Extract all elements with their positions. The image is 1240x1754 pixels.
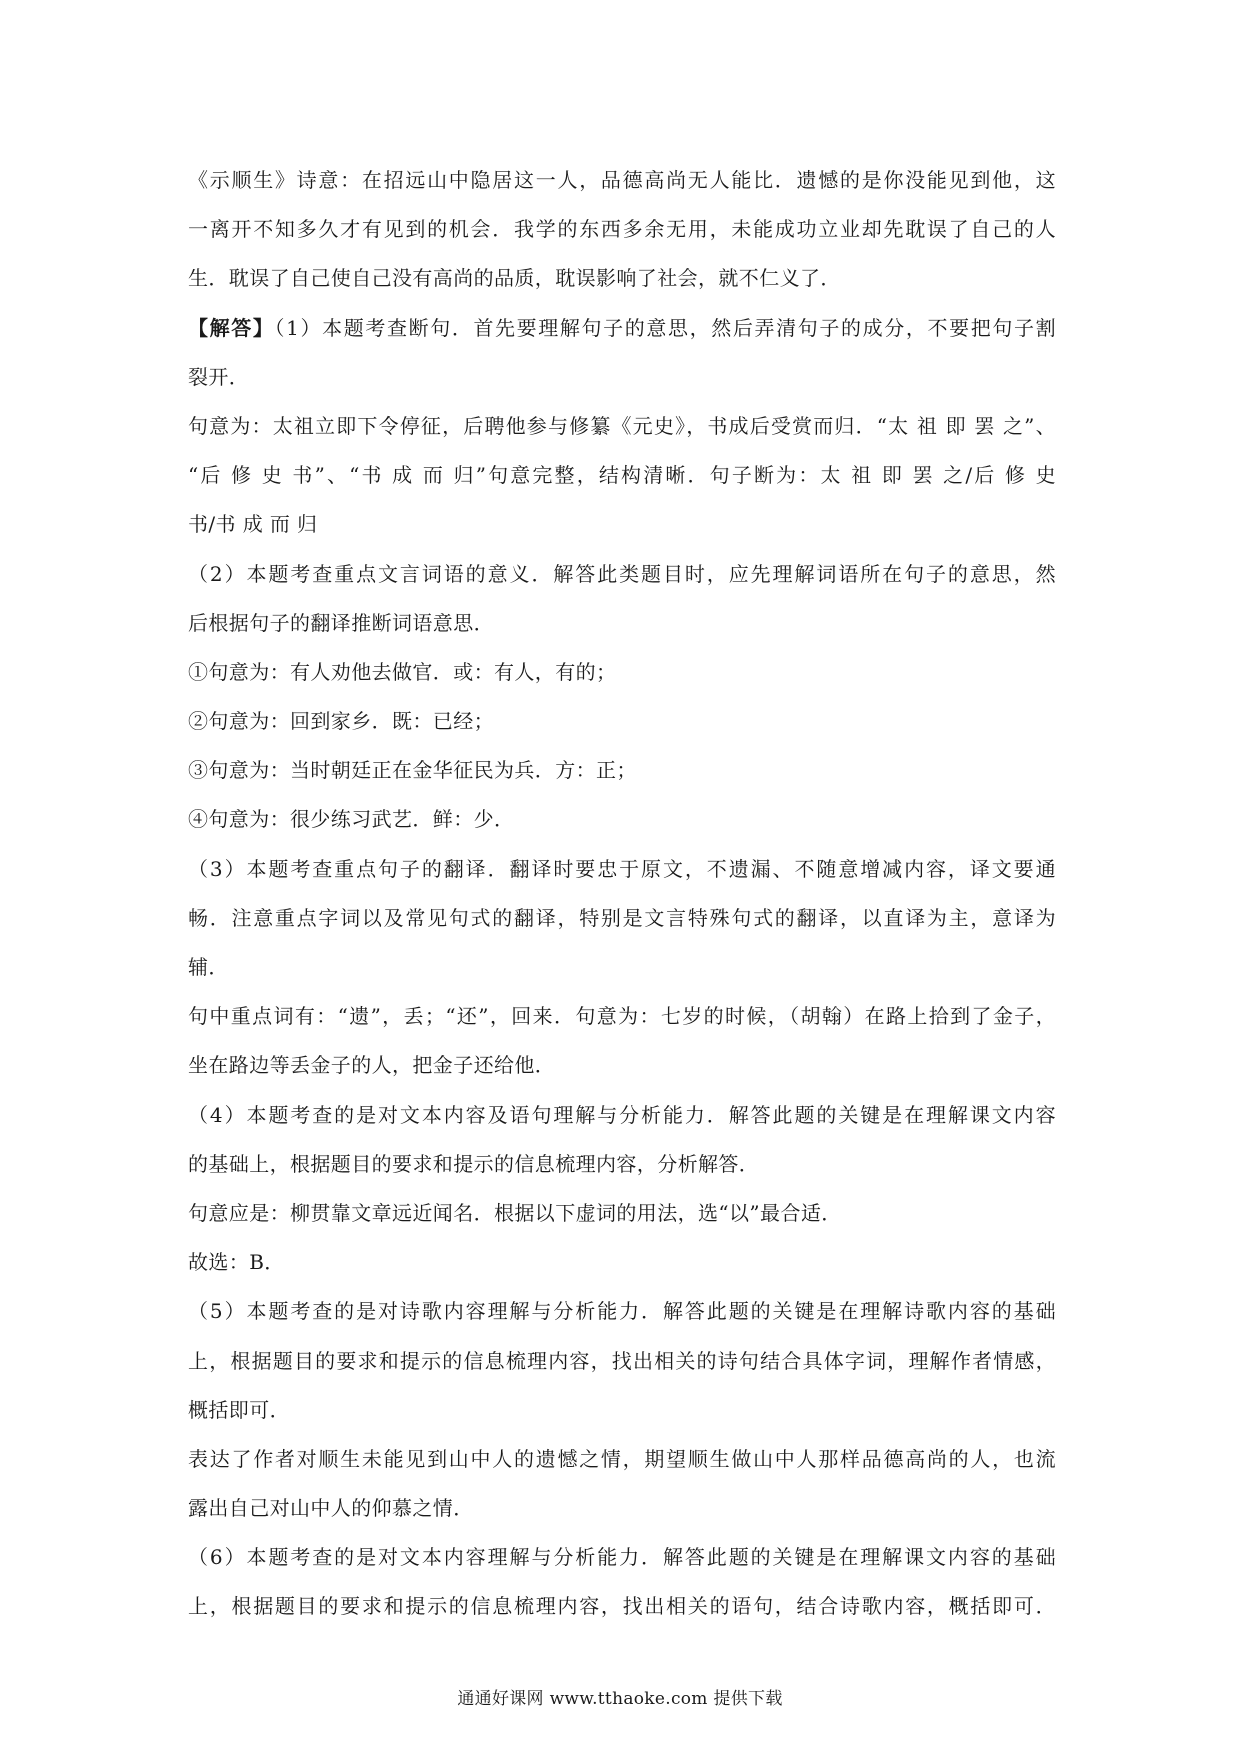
text-line: ①句意为：有人劝他去做官．或：有人，有的； [188, 659, 617, 684]
text-line: 概括即可． [188, 1397, 290, 1422]
text-line: 露出自己对山中人的仰慕之情． [188, 1496, 474, 1521]
text-line: ②句意为：回到家乡．既：已经； [188, 709, 494, 734]
text-line: （2）本题考查重点文言词语的意义．解答此类题目时，应先理解词语所在句子的意思，然 [188, 561, 1056, 586]
text-line: 《示顺生》诗意：在招远山中隐居这一人，品德高尚无人能比．遗憾的是你没能见到他，这 [188, 168, 1056, 192]
text-line: 书/书 成 而 归 [188, 512, 318, 537]
text-line: （6）本题考查的是对文本内容理解与分析能力．解答此题的关键是在理解课文内容的基础 [188, 1545, 1056, 1570]
text-line: 上，根据题目的要求和提示的信息梳理内容，找出相关的语句，结合诗歌内容，概括即可． [188, 1594, 1056, 1619]
text-line: （5）本题考查的是对诗歌内容理解与分析能力．解答此题的关键是在理解诗歌内容的基础 [188, 1299, 1056, 1324]
text-line: 句意为：太祖立即下令停征，后聘他参与修纂《元史》，书成后受赏而归．“太 祖 即 罢 之”、 [188, 413, 1056, 438]
text-line: 句意应是：柳贯靠文章远近闻名．根据以下虚词的用法，选“以”最合适． [188, 1200, 842, 1225]
text-line: 一离开不知多久才有见到的机会．我学的东西多余无用，未能成功立业却先耽误了自己的人 [188, 217, 1056, 242]
text-line: 的基础上，根据题目的要求和提示的信息梳理内容，分析解答． [188, 1151, 760, 1176]
text-line: （4）本题考查的是对文本内容及语句理解与分析能力．解答此题的关键是在理解课文内容 [188, 1102, 1056, 1127]
text-line: 后根据句子的翻译推断词语意思． [188, 610, 494, 635]
text-line: “后 修 史 书”、“书 成 而 归”句意完整，结构清晰．句子断为：太 祖 即 罢 之/后 修 史 [188, 463, 1056, 488]
text-line: ④句意为：很少练习武艺．鲜：少． [188, 807, 515, 832]
text-line: （3）本题考查重点句子的翻译．翻译时要忠于原文，不遗漏、不随意增减内容，译文要通 [188, 856, 1056, 881]
text-line: 上，根据题目的要求和提示的信息梳理内容，找出相关的诗句结合具体字词，理解作者情感， [188, 1348, 1056, 1373]
answer-tag: 【解答】 [188, 315, 275, 340]
answer-explanation-body [188, 156, 1056, 1632]
text-line: 辅． [188, 955, 229, 979]
text-line: 裂开． [188, 364, 250, 389]
text-line: 畅．注意重点字词以及常见句式的翻译，特别是文言特殊句式的翻译，以直译为主，意译为 [188, 905, 1056, 930]
text-line: 句中重点词有：“遗”，丢；“还”，回来．句意为：七岁的时候，（胡翰）在路上拾到了金子， [188, 1004, 1056, 1029]
page-footer: 通通好课网 www.tthaoke.com 提供下载 [457, 1689, 783, 1709]
text-line: 坐在路边等丢金子的人，把金子还给他． [188, 1053, 556, 1078]
text-line: 表达了作者对顺生未能见到山中人的遗憾之情，期望顺生做山中人那样品德高尚的人，也流 [188, 1446, 1056, 1471]
text-line: 【解答】（1）本题考查断句．首先要理解句子的意思，然后弄清句子的成分，不要把句子割 [188, 315, 1056, 340]
text-line: 故选：B． [188, 1250, 285, 1275]
text-line: ③句意为：当时朝廷正在金华征民为兵．方：正； [188, 758, 637, 783]
text-line: 生．耽误了自己使自己没有高尚的品质，耽误影响了社会，就不仁义了． [188, 266, 841, 291]
